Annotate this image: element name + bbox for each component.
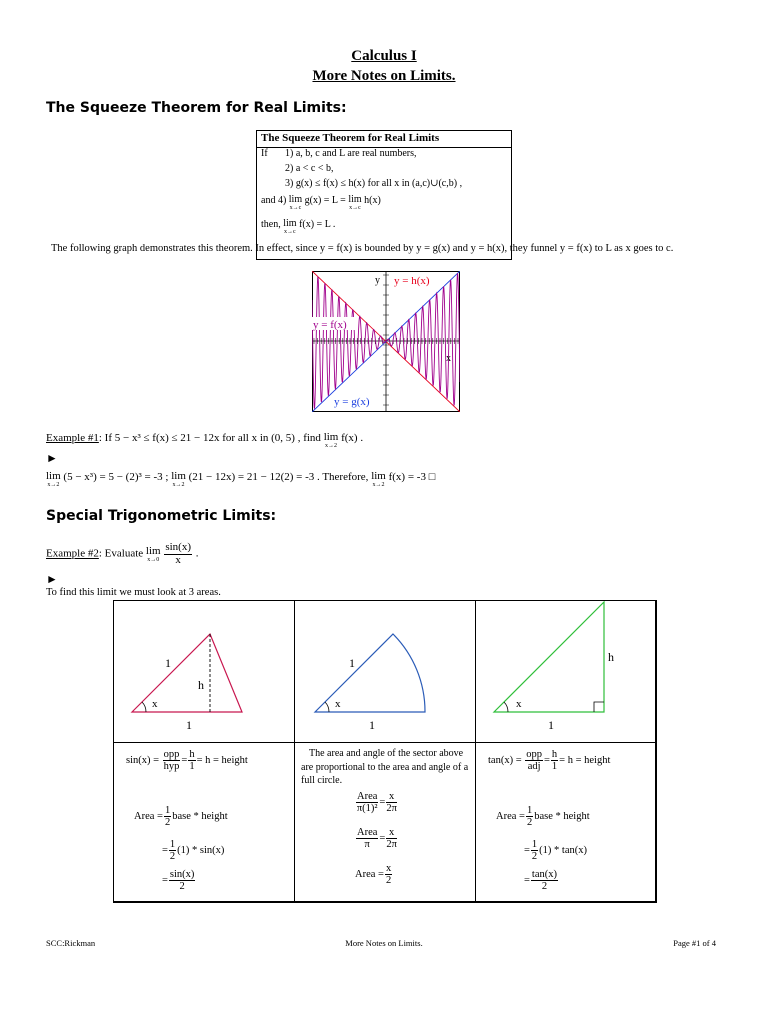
sin-area-3: = $\frac{\sin(x)}{2}$ [162, 869, 195, 893]
squeeze-description: The following graph demonstrates this theorem. In effect, since y = f(x) is bounded by y = g(x) and y = h(x), they funnel y = f(x) to L as x goes to c. [51, 243, 674, 254]
right-angle-mark [594, 702, 604, 712]
triangle-tan-figure [476, 601, 656, 742]
cell-sector-area [294, 742, 476, 903]
tan-area-2: = $\frac{1}{2}$ (1) * tan(x) [524, 839, 587, 863]
sector-figure [295, 601, 475, 742]
end-of-proof-mark: □ [428, 471, 436, 483]
cell-tan-area [475, 742, 657, 903]
side-label: 1 [165, 656, 171, 670]
side-label: 1 [349, 656, 355, 670]
sin-area-2: = $\frac{1}{2}$ (1) * sin(x) [162, 839, 225, 863]
condition-2: 2) a < c < b, [285, 163, 334, 174]
footer-left: SCC:Rickman [46, 938, 96, 948]
angle-label: x [335, 698, 341, 710]
example-2-label: Example #2 [46, 547, 99, 560]
box-title: The Squeeze Theorem for Real Limits [257, 131, 511, 148]
trig-heading: Special Trigonometric Limits: [46, 508, 277, 524]
graph-label-f: y = f(x) [313, 319, 347, 331]
three-areas-table [113, 600, 656, 902]
base-label: 1 [369, 718, 375, 732]
graph-label-h: y = h(x) [394, 275, 430, 287]
graph-label-x: x [446, 353, 451, 364]
sin-area-1: Area = $\frac{1}{2}$ base * height [134, 805, 228, 829]
example-1-solution: lim x→2 (5 − x³) = 5 − (2)³ = -3 ; lim x→2 (21 − 12x) = 21 − 12(2) = -3 . Therefore, lim x→2 f(x) = -3 □ [46, 470, 436, 488]
triangle-sin-figure [114, 601, 294, 742]
tan-definition: tan(x) = $\frac{\text{opp}}{\text{adj}}$ = $\frac{h}{1}$ = h = height [488, 749, 611, 773]
base-label: 1 [548, 718, 554, 732]
sector-eq-3: Area = $\frac{x}{2}$ [355, 863, 392, 887]
trig-intro: To find this limit we must look at 3 areas. [46, 587, 221, 598]
h-label: h [608, 650, 614, 664]
condition-3: 3) g(x) ≤ f(x) ≤ h(x) for all x in (a,c)∪(c,b) , [285, 178, 463, 189]
condition-1: 1) a, b, c and L are real numbers, [285, 148, 417, 159]
tan-area-3: = $\frac{\tan(x)}{2}$ [524, 869, 557, 893]
footer-right: Page #1 of 4 [673, 938, 716, 948]
if-label: If [261, 148, 268, 159]
example-2-arrow: ► [46, 572, 58, 586]
graph-label-y: y [375, 275, 380, 286]
cell-triangle-sin [113, 600, 295, 743]
base-label: 1 [186, 718, 192, 732]
squeeze-graph [312, 271, 460, 412]
page-subtitle: More Notes on Limits. [312, 68, 456, 84]
squeeze-theorem-box [256, 130, 512, 260]
graph-label-g: y = g(x) [334, 396, 370, 408]
sector [315, 634, 425, 712]
cell-triangle-tan [475, 600, 657, 743]
angle-label: x [152, 698, 158, 710]
h-label: h [198, 678, 204, 692]
then-line: then, lim x→c f(x) = L . [261, 218, 336, 235]
example-1: Example #1: If 5 − x³ ≤ f(x) ≤ 21 − 12x for all x in (0, 5) , find lim x→2 f(x) . [46, 431, 364, 449]
tan-area-1: Area = $\frac{1}{2}$ base * height [496, 805, 590, 829]
page-title: Calculus I [351, 48, 417, 64]
cell-sector [294, 600, 476, 743]
sin-definition: sin(x) = $\frac{\text{opp}}{\text{hyp}}$ = $\frac{h}{1}$ = h = height [126, 749, 248, 773]
example-2: Example #2: Evaluate lim x→0 $\frac{\sin(x)}{x}$ . [46, 541, 199, 566]
triangle-tan [494, 602, 604, 712]
example-1-arrow: ► [46, 451, 58, 465]
angle-arc [325, 702, 329, 712]
squeeze-heading: The Squeeze Theorem for Real Limits: [46, 100, 347, 116]
angle-arc [142, 702, 146, 712]
sector-eq-1: $\frac{\text{Area}}{\text{π(1)²}}$ = $\frac{x}{2\pi}$ [356, 791, 397, 815]
angle-arc [504, 702, 508, 712]
example-1-label: Example #1 [46, 432, 99, 444]
angle-label: x [516, 698, 522, 710]
footer-center: More Notes on Limits. [345, 938, 423, 948]
triangle-sin [132, 634, 242, 712]
sector-eq-2: $\frac{\text{Area}}{\pi}$ = $\frac{x}{2\pi}$ [357, 827, 397, 851]
cell-sin-area [113, 742, 295, 903]
condition-4: and 4) lim x→c g(x) = L = lim x→c h(x) [261, 194, 381, 211]
sector-text: The area and angle of the sector above are proportional to the area and angle of a full circle. [301, 748, 469, 786]
